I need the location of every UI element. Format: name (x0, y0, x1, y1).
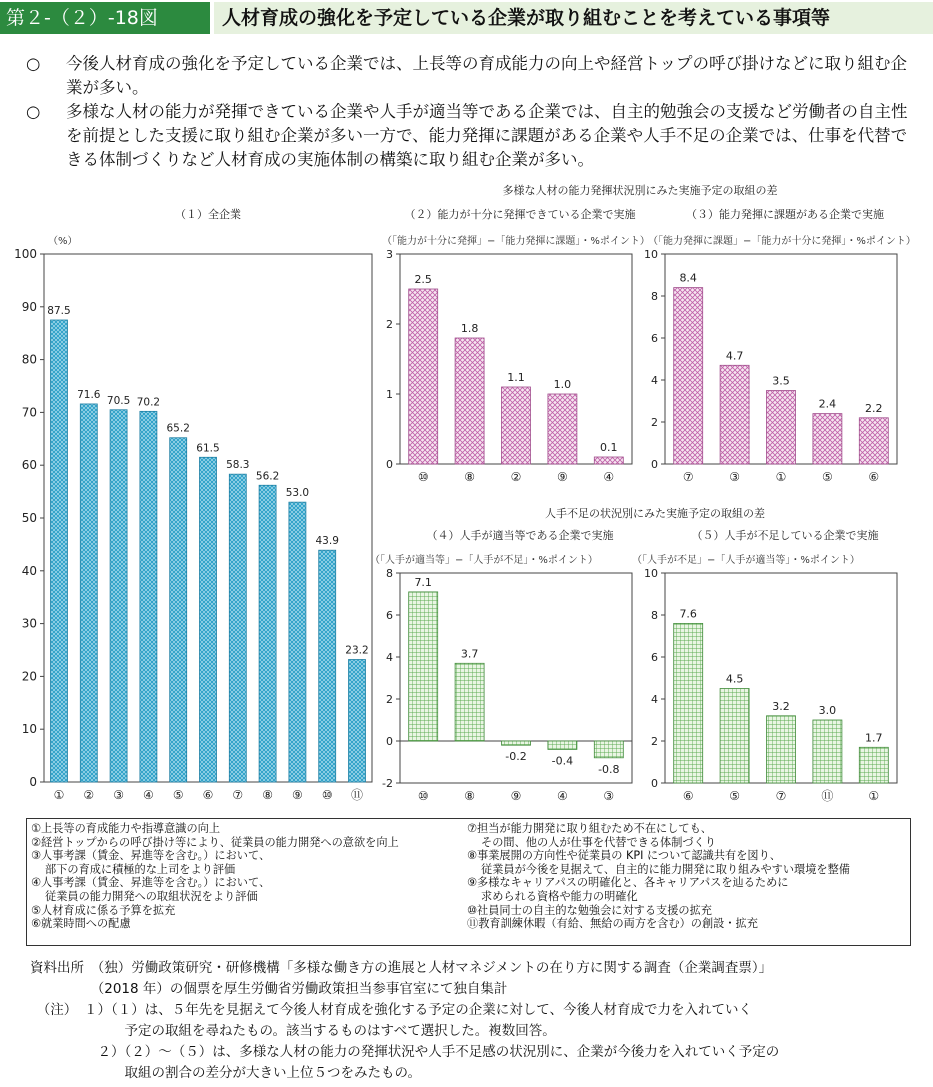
bar (229, 474, 246, 782)
x-tick-label: ① (53, 788, 65, 802)
bar (720, 689, 749, 784)
y-tick-label: 2 (651, 416, 658, 429)
y-tick-label: 70 (21, 405, 37, 420)
x-tick-label: ⑧ (464, 789, 475, 803)
figure-number: 第２-（２）-18図 (0, 2, 210, 34)
y-tick-label: 6 (651, 651, 658, 664)
data-label: 3.7 (460, 647, 479, 661)
x-tick-label: ② (83, 788, 95, 802)
bullet-circle-icon: ○ (26, 54, 41, 73)
legend-entry: ①上長等の育成能力や指導意識の向上 (31, 822, 221, 835)
data-label: 2.5 (414, 273, 432, 286)
x-tick-label: ⑪ (350, 788, 364, 802)
legend-entry: 従業員が今後を見据えて、自主的に能力開発に取り組みやすい環境を整備 (481, 862, 850, 876)
data-label: 87.5 (47, 305, 71, 317)
legend-entry: ⑪教育訓練休暇（有給、無給の両方を含む）の創設・拡充 (467, 917, 758, 931)
bar (813, 720, 842, 783)
bar (767, 391, 796, 465)
x-tick-label: ⑤ (822, 470, 833, 484)
unit-label: （「能力が十分に発揮」−「能力発揮に課題」・%ポイント） (382, 236, 650, 247)
data-label: 61.5 (196, 442, 220, 455)
unit-label: （「能力発揮に課題」−「能力が十分に発揮」・%ポイント） (648, 236, 916, 247)
legend-entry: ⑦担当が能力開発に取り組むため不在にしても、 (467, 822, 712, 835)
x-tick-label: ⑨ (510, 789, 522, 803)
x-tick-label: ⑩ (417, 470, 429, 484)
data-label: 1.1 (507, 371, 525, 384)
data-label: 4.5 (725, 672, 744, 686)
data-label: 53.0 (285, 487, 310, 500)
bar (548, 394, 577, 464)
x-tick-label: ⑥ (202, 788, 214, 802)
legend-column-left (31, 822, 471, 931)
bar (409, 289, 438, 464)
x-tick-label: ③ (603, 789, 615, 803)
data-label: 56.2 (255, 470, 280, 483)
x-tick-label: ④ (557, 789, 568, 803)
y-tick-label: 0 (651, 777, 658, 790)
x-tick-label: ⑦ (682, 470, 694, 484)
item-legend (26, 818, 911, 946)
y-tick-label: 40 (21, 563, 37, 578)
bar (502, 387, 531, 464)
y-tick-label: 2 (651, 735, 658, 748)
y-tick-label: 2 (386, 693, 393, 706)
legend-entry: その間、他の人が仕事を代替できる体制づくり (481, 835, 716, 849)
bar (859, 418, 888, 464)
legend-entry: ⑥就業時間への配慮 (31, 917, 131, 931)
bar (349, 660, 366, 782)
legend-entry: ⑤人材育成に係る予算を拡充 (31, 903, 176, 917)
note-line: 取組の割合の差分が大きい上位５つをみたもの。 (30, 1065, 421, 1081)
source-notes (30, 958, 920, 1084)
group-title-ability: 多様な人材の能力発揮状況別にみた実施予定の取組の差 (502, 184, 778, 197)
y-tick-label: 10 (644, 567, 658, 580)
bar (813, 414, 842, 464)
y-tick-label: 90 (21, 299, 37, 314)
bar (289, 502, 306, 782)
unit-label: （%） (48, 236, 78, 247)
x-tick-label: ⑧ (464, 470, 475, 484)
y-tick-label: 6 (386, 609, 393, 622)
x-tick-label: ⑪ (821, 789, 834, 803)
x-tick-label: ⑥ (868, 470, 880, 484)
legend-entry: ⑧事業展開の方向性や従業員の KPI について認識共有を図り、 (467, 849, 781, 863)
data-label: 7.1 (414, 575, 432, 589)
y-tick-label: 60 (21, 458, 37, 473)
chart-title: （４）人手が適当等である企業で実施 (426, 529, 614, 542)
chart-title: （２）能力が十分に発揮できている企業で実施 (404, 208, 636, 221)
chart-ability-issue (644, 207, 916, 484)
legend-column-right (467, 822, 907, 931)
y-tick-label: 20 (21, 669, 37, 684)
y-tick-label: 0 (386, 458, 393, 471)
chart-title: （３）能力発揮に課題がある企業で実施 (686, 208, 884, 221)
y-tick-label: 8 (386, 567, 393, 580)
chart-labor-adequate (370, 528, 632, 803)
data-label: 65.2 (166, 422, 190, 435)
y-tick-label: 6 (651, 332, 658, 345)
unit-label: （「人手が適当等」−「人手が不足」・%ポイント） (370, 555, 598, 566)
note-line: 予定の取組を尋ねたもの。該当するものはすべて選択した。複数回答。 (30, 1023, 556, 1039)
legend-entry: ②経営トップからの呼び掛け等により、従業員の能力開発への意欲を向上 (31, 835, 399, 849)
data-label: 70.2 (136, 396, 161, 409)
source-line: 資料出所 （独）労働政策研究・研修機構「多様な働き方の進展と人材マネジメントの在り方に関する調査（企業調査票）」 (30, 960, 773, 976)
bar (455, 338, 484, 464)
chart-ability-sufficient (382, 207, 650, 484)
y-tick-label: 30 (21, 616, 37, 631)
note-line: （注） １）（１）は、５年先を見据えて今後人材育成を強化する予定の企業に対して、今後人材育成で力を入れていく (30, 1002, 752, 1018)
x-tick-label: ③ (113, 788, 124, 802)
data-label: 3.0 (818, 704, 837, 717)
x-tick-label: ① (868, 789, 880, 803)
data-label: 8.4 (679, 271, 697, 285)
x-tick-label: ⑩ (321, 788, 333, 802)
source-line: （2018 年）の個票を厚生労働省労働政策担当参事官室にて独自集計 (30, 981, 508, 997)
x-tick-label: ② (510, 470, 522, 484)
data-label: 1.8 (460, 322, 479, 335)
bar (110, 410, 127, 782)
legend-entry: 部下の育成に積極的な上司をより評価 (45, 862, 236, 876)
x-tick-label: ⑤ (729, 789, 740, 803)
x-tick-label: ⑤ (172, 788, 184, 802)
bar (502, 741, 531, 745)
x-tick-label: ⑨ (557, 470, 568, 484)
y-tick-label: 100 (14, 247, 37, 261)
bar (859, 747, 888, 783)
legend-entry: 従業員の能力開発への取組状況をより評価 (45, 889, 258, 903)
data-label: 3.5 (772, 374, 790, 388)
chart-title: （１）全企業 (175, 208, 241, 221)
y-tick-label: 10 (644, 248, 658, 261)
data-label: 71.6 (77, 388, 101, 401)
data-label: 2.4 (818, 397, 837, 411)
x-tick-label: ④ (603, 470, 615, 484)
bar (409, 592, 438, 741)
bar (594, 741, 623, 758)
y-tick-label: 0 (386, 735, 393, 748)
bar (51, 320, 68, 782)
bar (170, 438, 187, 782)
y-tick-label: 50 (21, 511, 37, 525)
x-tick-label: ⑥ (682, 789, 694, 803)
data-label: 3.2 (772, 699, 790, 713)
y-tick-label: 4 (386, 651, 393, 664)
x-tick-label: ③ (729, 470, 740, 484)
legend-entry: 求められる資格や能力の明確化 (481, 889, 638, 903)
data-label: 1.7 (865, 731, 883, 745)
summary-text-2: 多様な人材の能力が発揮できている企業や人手が適当等である企業では、自主的勉強会の支援など労働者の自主性を前提とした支援に取り組む企業が多い一方で、能力発揮に課題がある企業や人手不足の企業では、仕事を代替できる体制づくりなど人材育成の実施体制の構築に取り組む企業が多い。 (66, 102, 908, 169)
data-label: -0.8 (598, 762, 620, 776)
unit-label: （「人手が不足」−「人手が適当等」・%ポイント） (632, 555, 860, 566)
data-label: 70.5 (106, 394, 131, 407)
y-tick-label: 80 (21, 352, 37, 367)
bar (594, 457, 623, 464)
y-tick-label: 0 (29, 775, 37, 789)
data-label: 1.0 (553, 378, 572, 391)
y-tick-label: 2 (386, 318, 393, 331)
bar (674, 623, 703, 783)
x-tick-label: ⑩ (417, 789, 429, 803)
x-tick-label: ① (775, 470, 787, 484)
x-tick-label: ⑦ (232, 788, 244, 802)
data-label: 7.6 (679, 607, 697, 621)
data-label: 4.7 (725, 349, 744, 363)
bar (80, 404, 97, 782)
x-tick-label: ⑧ (262, 788, 273, 802)
bar (548, 741, 577, 749)
note-line: ２）（２）～（５）は、多様な人材の能力の発揮状況や人手不足感の状況別に、企業が今後力を入れていく予定の (30, 1044, 780, 1060)
legend-entry: ④人事考課（賃金、昇進等を含む。）において、 (31, 876, 271, 890)
summary-text-1: 今後人材育成の強化を予定している企業では、上長等の育成能力の向上や経営トップの呼び掛けなどに取り組む企業が多い。 (66, 54, 908, 97)
data-label: 23.2 (345, 644, 369, 657)
y-tick-label: 8 (651, 290, 658, 303)
y-tick-label: 8 (651, 609, 658, 622)
legend-entry: ⑩社員同士の自主的な勉強会に対する支援の拡充 (467, 903, 712, 917)
figure-title: 人材育成の強化を予定している企業が取り組むことを考えている事項等 (214, 2, 933, 34)
x-tick-label: ⑦ (775, 789, 787, 803)
data-label: -0.2 (505, 750, 527, 764)
y-tick-label: -2 (382, 777, 393, 790)
data-label: -0.4 (551, 754, 574, 768)
data-label: 0.1 (600, 441, 618, 454)
y-tick-label: 4 (651, 693, 658, 706)
y-tick-label: 10 (21, 722, 37, 737)
data-label: 43.9 (315, 535, 339, 548)
bullet-circle-icon: ○ (26, 102, 41, 121)
bar (720, 365, 749, 464)
x-tick-label: ④ (143, 788, 154, 802)
group-title-labor: 人手不足の状況別にみた実施予定の取組の差 (545, 507, 765, 520)
bar (319, 550, 336, 782)
chart-overall (14, 207, 372, 802)
bar (200, 457, 217, 782)
bar (455, 663, 484, 741)
y-tick-label: 1 (386, 388, 393, 401)
y-tick-label: 4 (651, 374, 658, 387)
data-label: 2.2 (865, 401, 883, 415)
bar (140, 411, 157, 782)
bar (767, 716, 796, 783)
y-tick-label: 0 (651, 458, 658, 471)
y-tick-label: 3 (386, 248, 393, 261)
chart-title: （５）人手が不足している企業で実施 (691, 529, 879, 542)
legend-entry: ③人事考課（賃金、昇進等を含む。）において、 (31, 849, 271, 863)
x-tick-label: ⑨ (292, 788, 303, 802)
bar (674, 288, 703, 464)
bar (259, 485, 276, 782)
chart-labor-shortage (632, 528, 897, 803)
legend-entry: ⑨多様なキャリアパスの明確化と、各キャリアパスを辿るために (467, 876, 789, 890)
data-label: 58.3 (226, 459, 250, 472)
